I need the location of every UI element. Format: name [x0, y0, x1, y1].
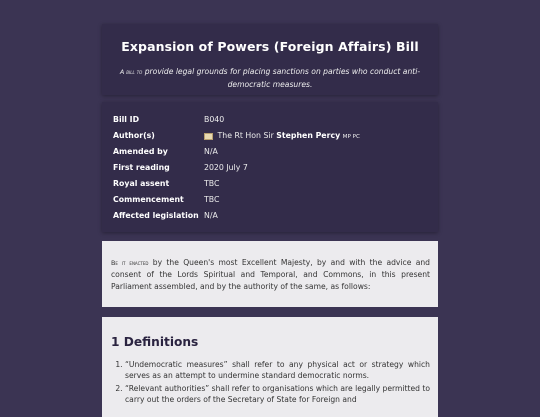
meta-value: N/A — [204, 147, 218, 156]
meta-value: 2020 July 7 — [204, 163, 248, 172]
author-name[interactable]: Stephen Percy — [276, 131, 341, 140]
section-definitions — [102, 317, 438, 417]
clause-item: 1. “Undemocratic measures” shall refer to any physical act or strategy which serves as an attempt to undermine standard democratic norms. — [125, 359, 430, 382]
meta-label: Commencement — [113, 195, 184, 204]
bill-subtitle — [110, 66, 430, 90]
enacting-lead: Be it enacted — [111, 259, 149, 267]
enacting-text: by the Queen's most Excellent Majesty, by and with the advice and consent of the Lords Spiritual and Temporal, and Commons, in this present Parliament assembled, and by the authority of the same, as follows: — [111, 258, 430, 291]
meta-label: Amended by — [113, 147, 168, 156]
meta-row-royal-assent — [102, 177, 438, 193]
meta-label: Author(s) — [113, 131, 155, 140]
meta-label: Royal assent — [113, 179, 170, 188]
meta-value-authors — [204, 131, 360, 140]
enacting-formula — [102, 241, 438, 307]
meta-row-amended-by — [102, 145, 438, 161]
meta-label: First reading — [113, 163, 170, 172]
meta-value: TBC — [204, 195, 220, 204]
meta-row-affected-legislation — [102, 209, 438, 225]
section-heading: 1 Definitions — [111, 335, 199, 349]
bill-subtitle-lead: A bill to — [119, 68, 143, 76]
clause-item: 2. “Relevant authorities” shall refer to organisations which are legally permitted to carry out the orders of the Secretary of State for Foreign and — [125, 383, 430, 406]
meta-value: B040 — [204, 115, 225, 124]
bill-title: Expansion of Powers (Foreign Affairs) Bill — [121, 39, 419, 54]
meta-row-first-reading — [102, 161, 438, 177]
meta-value: N/A — [204, 211, 218, 220]
meta-value: TBC — [204, 179, 220, 188]
clause-list — [111, 359, 430, 405]
meta-row-bill-id — [102, 113, 438, 129]
meta-label: Bill ID — [113, 115, 140, 124]
bill-header — [102, 24, 438, 95]
meta-row-authors — [102, 129, 438, 145]
meta-row-commencement — [102, 193, 438, 209]
meta-label: Affected legislation — [113, 211, 199, 220]
author-postnominal: MP PC — [342, 134, 360, 140]
author-prefix: The Rt Hon Sir — [217, 131, 274, 140]
bill-metadata-panel — [102, 102, 438, 232]
bill-subtitle-text: provide legal grounds for placing sanctions on parties who conduct anti-democratic measures. — [142, 67, 421, 89]
flag-icon — [204, 133, 213, 140]
